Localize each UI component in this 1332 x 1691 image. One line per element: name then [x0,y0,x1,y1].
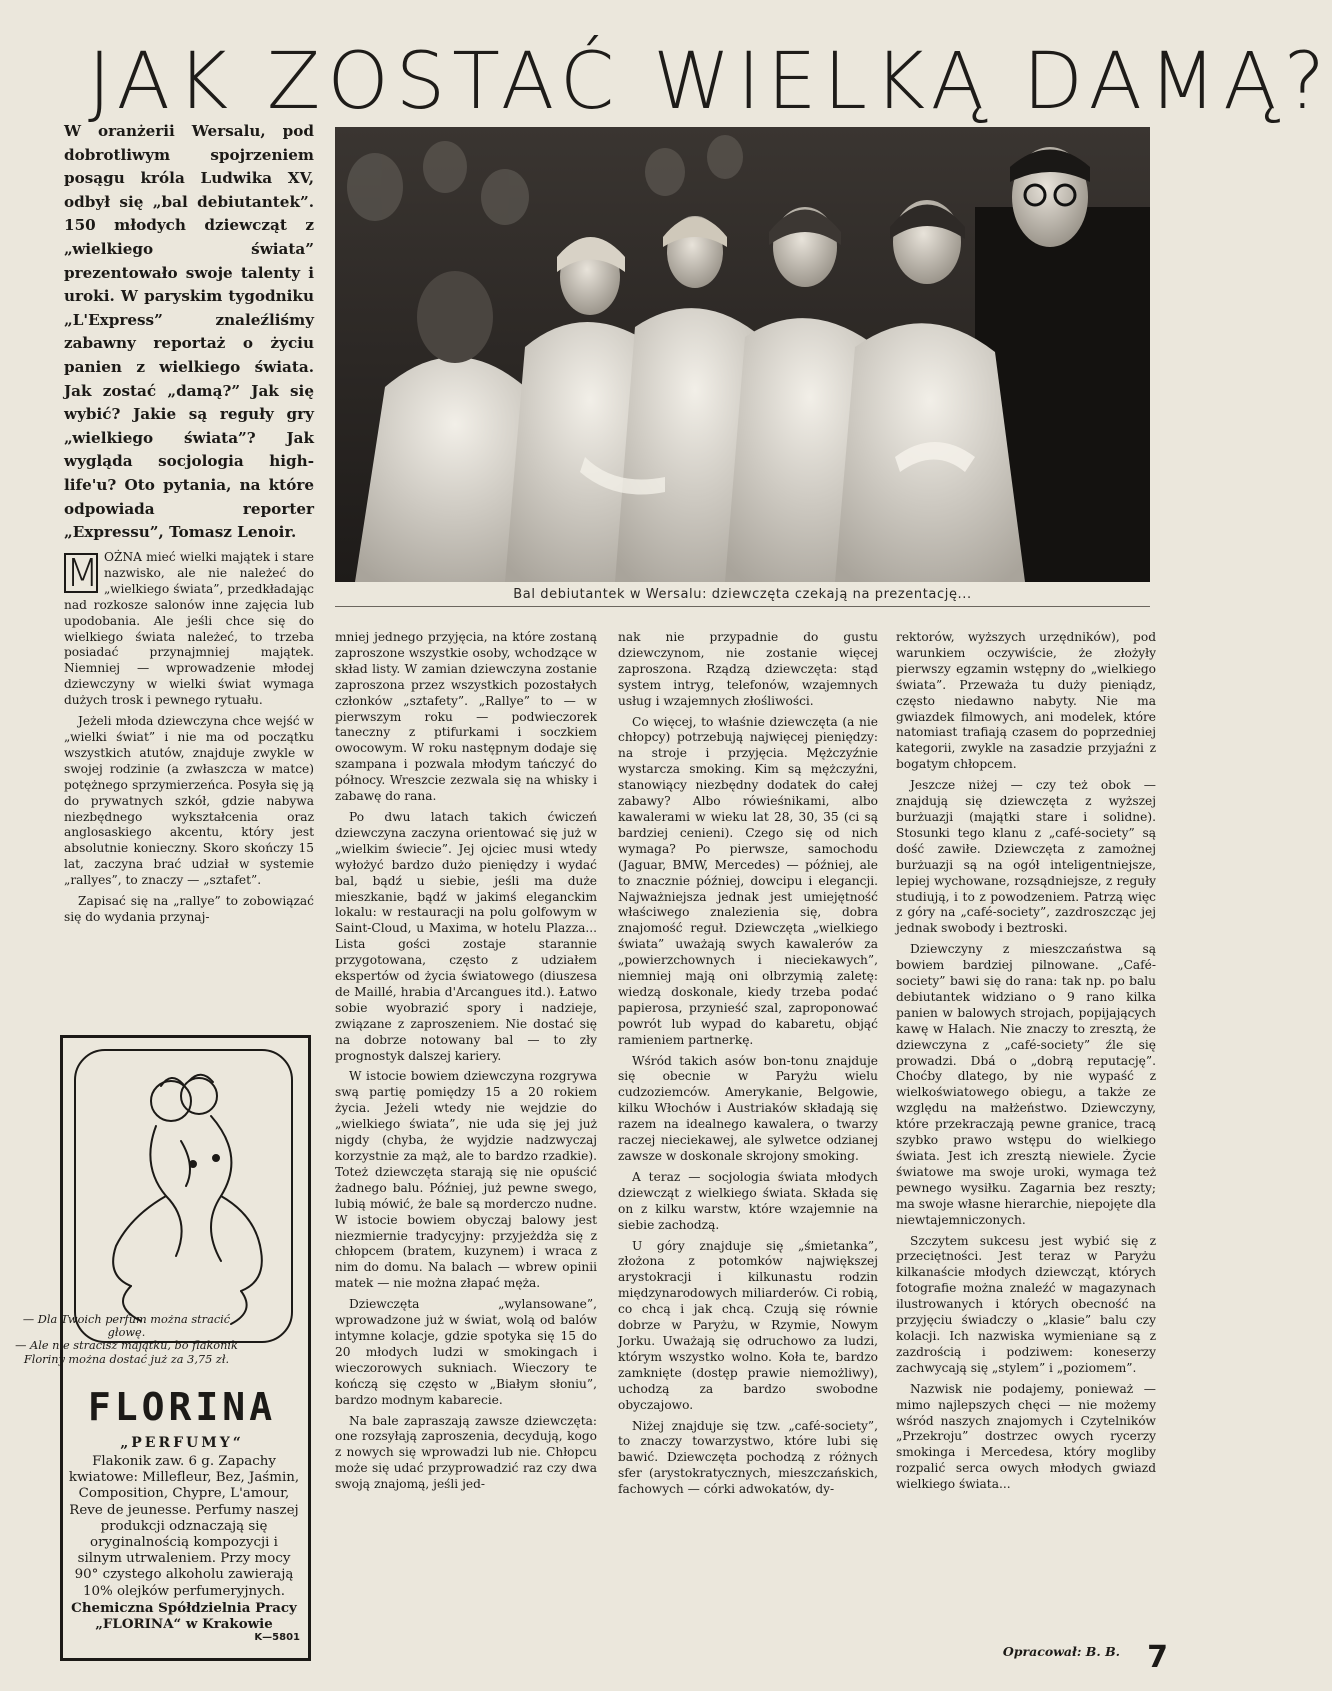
ad-body [68,1454,300,1632]
ad-caption-line: — Ale nie stracisz majątku, bo flakonik Floriny można dostać już za 3,75 zł. [15,1339,238,1366]
paragraph: U góry znajduje się „śmietanka”, złożona z potomków największej arystokracji i kilkunastu rodzin międzynarodowych miliarderów. Ci robią, co chcą i jak chcą. Czują się równie dobrze w Paryżu, w Rzymie, Nowym Jorku. Uważają się odruchowo za ludzi, którym wszystko wolno. Koła te, bardzo zamknięte (dostęp prawie niemożliwy), uchodzą za bardzo swobodne obyczajowo. [618,1238,878,1412]
ad-product-type: „PERFUMY“ [120,1435,244,1451]
ad-body-text: Flakonik zaw. 6 g. Zapachy kwiatowe: Millefleur, Bez, Jaśmin, Composition, Chypre, L'amour, Reve de jeunesse. Perfumy naszej produkcji odznaczają się oryginalnością kompozycji i silnym utrwaleniem. Przy mocy 90° czystego alkoholu zawierają 10% olejków perfumeryjnych. [68,1454,300,1599]
ad-caption [14,1313,239,1366]
paragraph: mniej jednego przyjęcia, na które zostaną zaproszone wszystkie osoby, wchodzące w skład listy. W zamian dziewczyna zostanie zaproszona przez wszystkich pozostałych członków „sztafety”. „Rallye” to — w pierwszym roku — podwieczorek taneczny z ptifurkami i soczkiem owocowym. W roku następnym dodaje się szampana i pozwala młodym tańczyć do północy. Wreszcie zezwala się na whisky i zabawę do rana. [335,630,597,804]
first-paragraph-text: OŻNA mieć wielki majątek i stare nazwisko, ale nie należeć do „wielkiego świata”, przedkładając nad rozkosze salonów inne zajęcia lub upodobania. Ale jeśli chce się do wielkiego świata należeć, to trzeba posiadać przynajmniej majątek. Niemniej — wprowadzenie młodej dziewczyny w wielki świat wymaga dużych trosk i pewnego rytuału. [64,550,314,708]
paragraph: Jeszcze niżej — czy też obok — znajdują się dziewczęta z wyższej burżuazji (majątki stare i solidne). Stosunki tego klanu z „café-society” są dość zawiłe. Dziewczęta z zamożnej burżuazji są na ogół inteligentniejsze, lepiej wychowane, rozsądniejsze, z reguły studiują, i to z powodzeniem. Patrzą więc z góry na „café-society”, zazdroszcząc jej jednak swobody i beztroski. [896,778,1156,936]
paragraph: Wśród takich asów bon-tonu znajduje się obecnie w Paryżu wielu cudzoziemców. Amerykanie, Belgowie, kilku Włochów i Austriaków składają się razem na idealnego kawalera, o twarzy raczej nieciekawej, ale sylwetce odzianej zawsze w doskonale skrojony smoking. [618,1053,878,1163]
ad-brand-name: FLORINA [87,1385,277,1429]
paragraph: Na bale zapraszają zawsze dziewczęta: one rozsyłają zaproszenia, decydują, kogo z nowych się wprowadzi lub nie. Chłopcu może się udać przyprowadzić raz czy dwa swoją znajomą, jeśli jed- [335,1413,597,1492]
paragraph: Dziewczyny z mieszczaństwa są bowiem bardziej pilnowane. „Café-society” bawi się do rana: tak np. po balu debiutantek widziano o 9 rano kilka panien w balowych strojach, popijających kawę w Halach. Nie znaczy to zresztą, że dziewczyna z „café-society” źle się prowadzi. Dbá o „dobrą reputację”. Choćby dlatego, by nie wypaść z wielkoświatowego obiegu, a także ze względu na małżeństwo. Dziewczyny, które przekraczają pewne granice, tracą szybko prawo wstępu do wielkiego świata. Jest ich zresztą niewiele. Życie światowe ma swoje uroki, wymaga też pewnego wysiłku. Zagarnia bez reszty; ma swoje własne hierarchie, niepojęte dla niewtajemniczonych. [896,942,1156,1227]
article-column-1 [64,550,314,931]
lead-paragraph [64,120,314,545]
ad-maker: Chemiczna Spółdzielnia Pracy „FLORINA“ w Krakowie [71,1599,297,1633]
paragraph: Po dwu latach takich ćwiczeń dziewczyna zaczyna orientować się już w „wielkim świecie”. Jej ojciec musi wtedy wyłożyć bardzo dużo pieniędzy i wydać bal, bądź u siebie, jeśli ma duże mieszkanie, bądź w jakimś eleganckim lokalu: w restauracji na polu golfowym w Saint-Cloud, u Maxima, w hotelu Plazza... Lista gości zostaje starannie przygotowana, często z udziałem ekspertów od życia światowego (diuszesa de Maillé, hrabia d'Arcangues itd.). Łatwo sobie wyobrazić spory i nadzieje, związane z zaproszeniem. Nie dostać się na dobrze notowany bal — to zły prognostyk dalszej kariery. [335,809,597,1063]
photo-illustration [335,127,1150,582]
paragraph: Zapisać się na „rallye” to zobowiązać się do wydania przynaj- [64,894,314,924]
article-column-3 [618,630,878,1503]
paragraph: Niżej znajduje się tzw. „café-society”, to znaczy towarzystwo, które lubi się bawić. Dziewczęta pochodzą z różnych sfer (arystokratycznych, mieszczańskich, fachowych — córki adwokatów, dy- [618,1418,878,1497]
paragraph: Szczytem sukcesu jest wybić się z przeciętności. Jest teraz w Paryżu kilkanaście młodych dziewcząt, których fotografie można znaleźć w magazynach ilustrowanych i których obecność na przyjęciu świadczy o „klasie” balu czy kolacji. Ich nazwiska wymieniane są z zazdrością i podziwem: koneserzy zachwycają się „stylem” i „poziomem”. [896,1233,1156,1375]
paragraph: Nazwisk nie podajemy, ponieważ — mimo najlepszych chęci — nie możemy wśród naszych znajomych i Czytelników „Przekroju” dostrzec owych rycerzy smokinga i Mercedesa, który mogliby rozpalić serca owych młodych gwiazd wielkiego świata... [896,1381,1156,1492]
author-signoff: Opracował: B. B. [1002,1644,1120,1659]
paragraph: Jeżeli młoda dziewczyna chce wejść w „wielki świat” i nie ma od początku wszystkich atutów, znajduje zwykle w swojej rodzinie (a zwłaszcza w matce) potężnego sprzymierzeńca. Posyła się ją do prywatnych szkół, gdzie nabywa niezbędnego wykształcenia oraz anglosaskiego akcentu, który jest absolutnie konieczny. Skoro skończy 15 lat, zaczyna brać udział w systemie „rallyes”, to znaczy — „sztafet”. [64,714,314,888]
lead-text: W oranżerii Wersalu, pod dobrotliwym spojrzeniem posągu króla Ludwika XV, odbył się „bal debiutantek”. 150 młodych dziewcząt z „wielkiego świata” prezentowało swoje talenty i uroki. W paryskim tygodniku „L'Express” znaleźliśmy zabawny reportaż o życiu panien z wielkiego świata. Jak zostać „damą?” Jak się wybić? Jakie są reguły gry „wielkiego świata”? Jak wygląda socjologia high-life'u? Oto pytania, na które odpowiada reporter „Expressu”, Tomasz Lenoir. [64,122,314,542]
paragraph: nak nie przypadnie do gustu dziewczynom, nie zostanie więcej zaproszona. Rządzą dziewczęta: stąd system intryg, telefonów, wzajemnych usług i wzajemnych złośliwości. [618,630,878,708]
paragraph: Co więcej, to właśnie dziewczęta (a nie chłopcy) potrzebują najwięcej pieniędzy: na stroje i przyjęcia. Mężczyźnie wystarcza smoking. Kim są mężczyźni, stanowiący niezbędny dodatek do całej zabawy? Albo rówieśnikami, albo kawalerami w wieku lat 28, 30, 35 (ci są bardziej cenieni). Czego się od nich wymaga? Po pierwsze, samochodu (Jaguar, BMW, Mercedes) — później, ale to znacznie później, dowcipu i elegancji. Najważniejsza jednak jest umiejętność właściwego znalezienia się, dobra znajomość reguł. Dziewczęta „wielkiego świata” uważają swych kawalerów za „powierzchownych i nieciekawych”, niemniej mają oni olbrzymią zaletę: wiedzą doskonale, kiedy trzeba podać papierosa, przynieść szal, zaproponować powrót lub wypad do kabaretu, objąć ramieniem partnerkę. [618,714,878,1047]
ball-photo [335,127,1150,582]
article-column-4 [896,630,1156,1498]
article-column-2 [335,630,597,1498]
photo-caption: Bal debiutantek w Wersalu: dziewczęta czekają na prezentację... [335,587,1150,607]
ad-illustration [71,1046,296,1346]
paragraph: Dziewczęta „wylansowane”, wprowadzone już w świat, wolą od balów intymne kolacje, gdzie spotyka się 15 do 20 młodych ludzi w smokingach i wieczorowych sukniach. Wieczory te kończą się często w „Białym słoniu”, bardzo modnym kabarecie. [335,1297,597,1407]
ad-code: K—5801 [254,1632,300,1643]
page-number: 7 [1147,1640,1168,1675]
paragraph: A teraz — socjologia świata młodych dziewcząt z wielkiego świata. Składa się on z kilku warstw, które wzajemnie na siebie zachodzą. [618,1169,878,1232]
paragraph: W istocie bowiem dziewczyna rozgrywa swą partię pomiędzy 15 a 20 rokiem życia. Jeżeli wtedy nie wejdzie do „wielkiego świata”, nie uda się jej już nigdy (chyba, że wyjdzie nadzwyczaj korzystnie za mąż, ale to bardzo rzadkie). Toteż dziewczęta starają się nie opuścić żadnego balu. Później, już pewne swego, lubią mówić, że bale są morderczo nudne. W istocie bowiem obyczaj balowy jest niezmiernie tradycyjny: przyjeżdża się z chłopcem (bratem, kuzynem) i wraca z nim do domu. Na balach — wbrew opinii matek — nie można złapać męża. [335,1069,597,1291]
ad-caption-line: — Dla Twoich perfum można stracić głowę. [22,1313,231,1340]
page-title: JAK ZOSTAĆ WIELKĄ DAMĄ? [88,37,1332,127]
drop-cap: M [66,551,99,595]
first-paragraph [64,550,314,709]
paragraph: rektorów, wyższych urzędników), pod warunkiem oczywiście, że złożyły pierwszy egzamin wstępny do „wielkiego świata”. Przeważa tu duży pieniądz, często niedawno nabyty. Nie ma gwiazdek filmowych, ani modelek, które natomiast trafiają czasem do poprzedniej kategorii, zwykle na zasadzie przyjaźni z bogatym chłopcem. [896,630,1156,772]
